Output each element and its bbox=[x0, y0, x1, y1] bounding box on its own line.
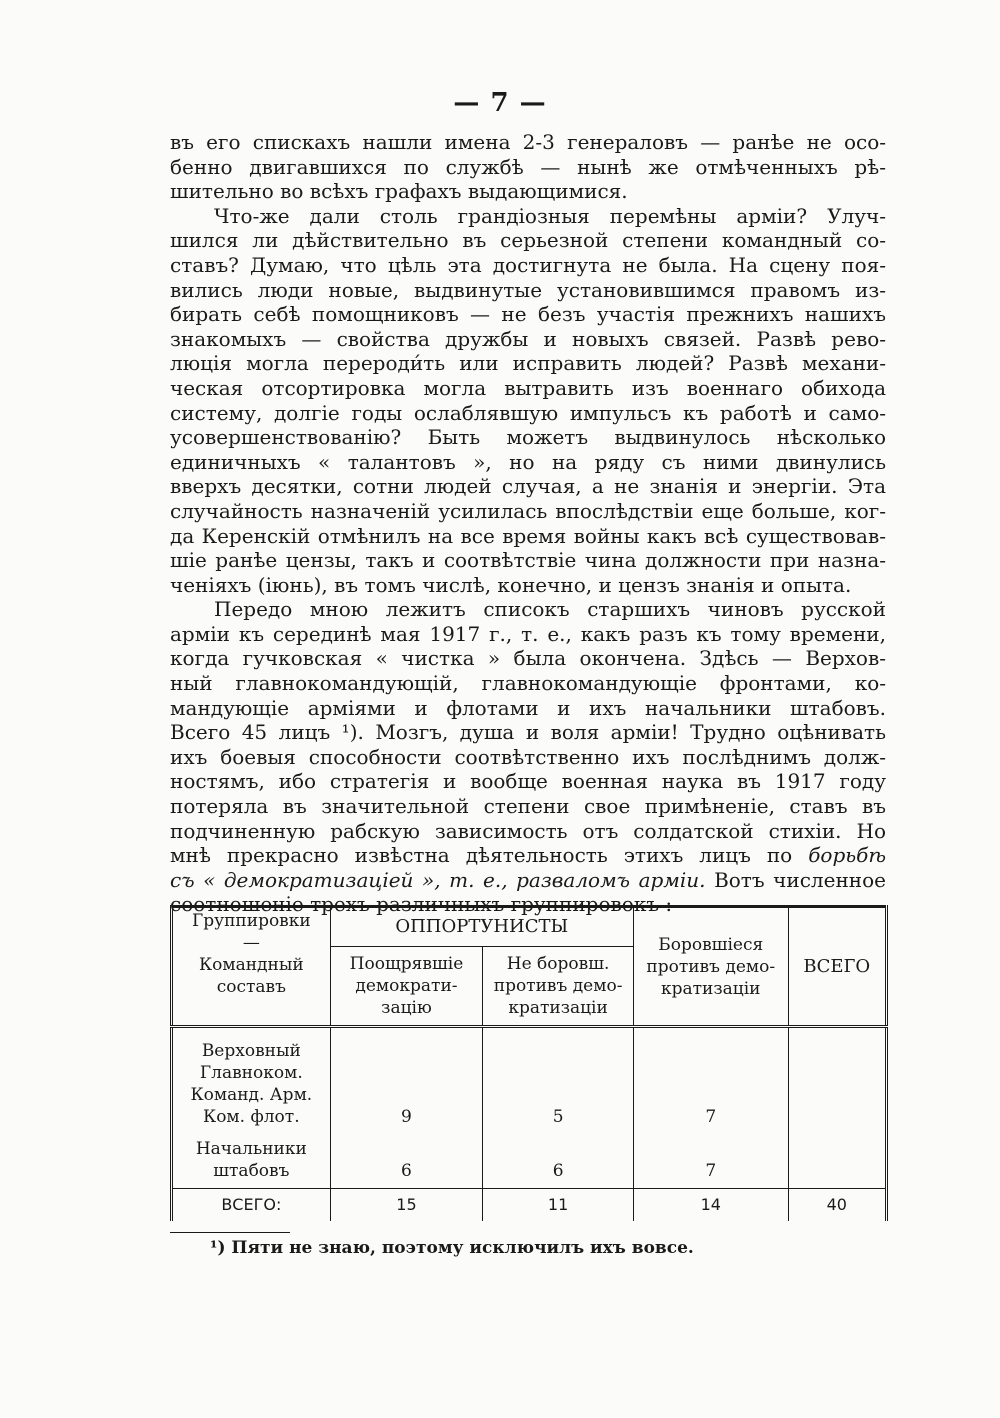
row-label bbox=[172, 1027, 331, 1131]
totals-label: ВСЕГО: bbox=[172, 1189, 331, 1222]
text-line-mixed bbox=[170, 868, 886, 893]
cell-total bbox=[788, 1027, 886, 1131]
text-line: Передо мною лежитъ списокъ старшихъ чиновъ русской bbox=[214, 597, 886, 622]
text-line: ный главнокомандующій, главнокомандующіе фронтами, ко- bbox=[170, 671, 886, 696]
text-line: въ его спискахъ нашли имена 2-3 генераловъ — ранѣе не осо- bbox=[170, 130, 886, 154]
text-line: подчиненную рабскую зависимость отъ солдатской стихіи. Но bbox=[170, 818, 886, 843]
text-line: единичныхъ « талантовъ », но на ряду съ ними двинулись bbox=[170, 449, 886, 474]
page-number: — 7 — bbox=[453, 88, 547, 118]
text-line: арміи къ серединѣ мая 1917 г., т. е., какъ разъ къ тому времени, bbox=[170, 621, 886, 646]
text-line: случайность назначеній усилилась впослѣдствіи еще больше, ког- bbox=[170, 498, 886, 523]
header-text: кратизаціи bbox=[508, 998, 608, 1018]
text-line: ченіяхъ (іюнь), въ томъ числѣ, конечно, и цензъ знанія и опыта. bbox=[170, 572, 852, 597]
groupings-table bbox=[170, 905, 888, 1221]
groupings-grid bbox=[170, 905, 888, 1221]
row-label-line: штабовъ bbox=[213, 1161, 290, 1181]
header-text: Боровшіеся bbox=[658, 934, 764, 955]
table-row bbox=[172, 1130, 887, 1189]
row-label-line: Начальники bbox=[195, 1139, 307, 1159]
header-text: Группировки bbox=[191, 911, 311, 931]
text-line: шіе ранѣе цензы, такъ и соотвѣтствіе чина должности при назна- bbox=[170, 548, 886, 573]
text-line: ставъ? Думаю, что цѣль эта достигнута не была. На сцену поя- bbox=[170, 252, 886, 277]
header-groupings bbox=[172, 907, 331, 1027]
text-line: вились люди новые, выдвинутые установившимся правомъ из- bbox=[170, 277, 886, 302]
text-line: знакомыхъ — свойства дружбы и новыхъ связей. Развѣ рево- bbox=[170, 326, 886, 351]
cell-fought: 7 bbox=[633, 1130, 788, 1189]
header-dash: — bbox=[242, 933, 260, 953]
header-opportunists: ОППОРТУНИСТЫ bbox=[330, 907, 633, 947]
row-label-line: Команд. Арм. bbox=[190, 1085, 313, 1105]
header-text: противъ демо- bbox=[493, 976, 623, 996]
row-label-line: Ком. флот. bbox=[203, 1107, 300, 1127]
text-line: потеряла въ значительной степени свое примѣненіе, ставъ въ bbox=[170, 794, 886, 819]
text-line: соотношеніе трехъ различныхъ группировокъ : bbox=[170, 892, 673, 917]
cell-not-fought: 5 bbox=[483, 1027, 634, 1131]
header-text: зацію bbox=[381, 998, 432, 1018]
text-line: бирать себѣ помощниковъ — не безъ участія прежнихъ нашихъ bbox=[170, 302, 886, 327]
text-span: мнѣ прекрасно извѣстна дѣятельность этихъ лицъ по bbox=[170, 843, 793, 868]
text-span: Вотъ численное bbox=[705, 867, 886, 892]
header-text: кратизаціи bbox=[660, 978, 761, 999]
header-text: демократи- bbox=[355, 976, 458, 996]
body-text bbox=[170, 130, 886, 917]
text-line: да Керенскій отмѣнилъ на все время войны какъ всѣ существовав- bbox=[170, 523, 886, 548]
header-text: противъ демо- bbox=[646, 956, 776, 977]
text-line: вверхъ десятки, сотни людей случая, а не знанія и энергіи. Эта bbox=[170, 474, 886, 499]
totals-row bbox=[172, 1189, 887, 1222]
header-not-fought bbox=[483, 947, 634, 1027]
text-line: мандующіе арміями и флотами и ихъ начальники штабовъ. bbox=[170, 695, 886, 720]
header-text: Не боровш. bbox=[506, 954, 610, 974]
text-line: когда гучковская « чистка » была окончена. Здѣсь — Верхов- bbox=[170, 646, 886, 671]
cell-fought: 7 bbox=[633, 1027, 788, 1131]
italic-text: борьбѣ bbox=[808, 843, 887, 868]
row-label-line: Верховный bbox=[201, 1041, 301, 1061]
header-fought bbox=[633, 907, 788, 1027]
totals-total: 40 bbox=[788, 1189, 886, 1222]
italic-text: съ « демократизаціей », т. е., разваломъ арміи. bbox=[170, 867, 706, 892]
text-line: ческая отсортировка могла вытравить изъ военнаго обихода bbox=[170, 375, 886, 400]
totals-not-fought: 11 bbox=[483, 1189, 634, 1222]
header-text: Поощрявшіе bbox=[349, 954, 464, 974]
text-line: ностямъ, ибо стратегія и вообще военная наука въ 1917 году bbox=[170, 769, 886, 794]
cell-not-fought: 6 bbox=[483, 1130, 634, 1189]
header-text: составъ bbox=[216, 977, 286, 997]
text-line: люція могла перероди́ть или исправить людей? Развѣ механи- bbox=[170, 351, 886, 376]
header-total: ВСЕГО bbox=[788, 907, 886, 1027]
header-encouraged bbox=[330, 947, 483, 1027]
row-label bbox=[172, 1130, 331, 1189]
table-row bbox=[172, 1027, 887, 1131]
text-line: шительно во всѣхъ графахъ выдающимися. bbox=[170, 179, 628, 204]
cell-total bbox=[788, 1130, 886, 1189]
text-line-mixed bbox=[170, 843, 886, 868]
footnote-divider bbox=[170, 1232, 290, 1233]
table-header-row bbox=[172, 907, 887, 947]
footnote: ¹) Пяти не знаю, поэтому исключилъ ихъ вовсе. bbox=[210, 1238, 694, 1258]
text-line: систему, долгіе годы ослаблявшую импульсъ къ работѣ и само- bbox=[170, 400, 886, 425]
text-line: ихъ боевыя способности соотвѣтственно ихъ послѣднимъ долж- bbox=[170, 744, 886, 769]
row-label-line: Главноком. bbox=[199, 1063, 303, 1083]
totals-encouraged: 15 bbox=[330, 1189, 483, 1222]
header-text: Командный bbox=[198, 955, 304, 975]
cell-encouraged: 9 bbox=[330, 1027, 483, 1131]
cell-encouraged: 6 bbox=[330, 1130, 483, 1189]
text-line: усовершенствованію? Быть можетъ выдвинулось нѣсколько bbox=[170, 425, 886, 450]
totals-fought: 14 bbox=[633, 1189, 788, 1222]
text-line: Всего 45 лицъ ¹). Мозгъ, душа и воля арміи! Трудно оцѣнивать bbox=[170, 720, 886, 745]
text-line: шился ли дѣйствительно въ серьезной степени командный со- bbox=[170, 228, 886, 253]
text-line: бенно двигавшихся по службѣ — нынѣ же отмѣченныхъ рѣ- bbox=[170, 154, 886, 179]
text-line: Что-же дали столь грандіозныя перемѣны арміи? Улуч- bbox=[214, 203, 886, 228]
